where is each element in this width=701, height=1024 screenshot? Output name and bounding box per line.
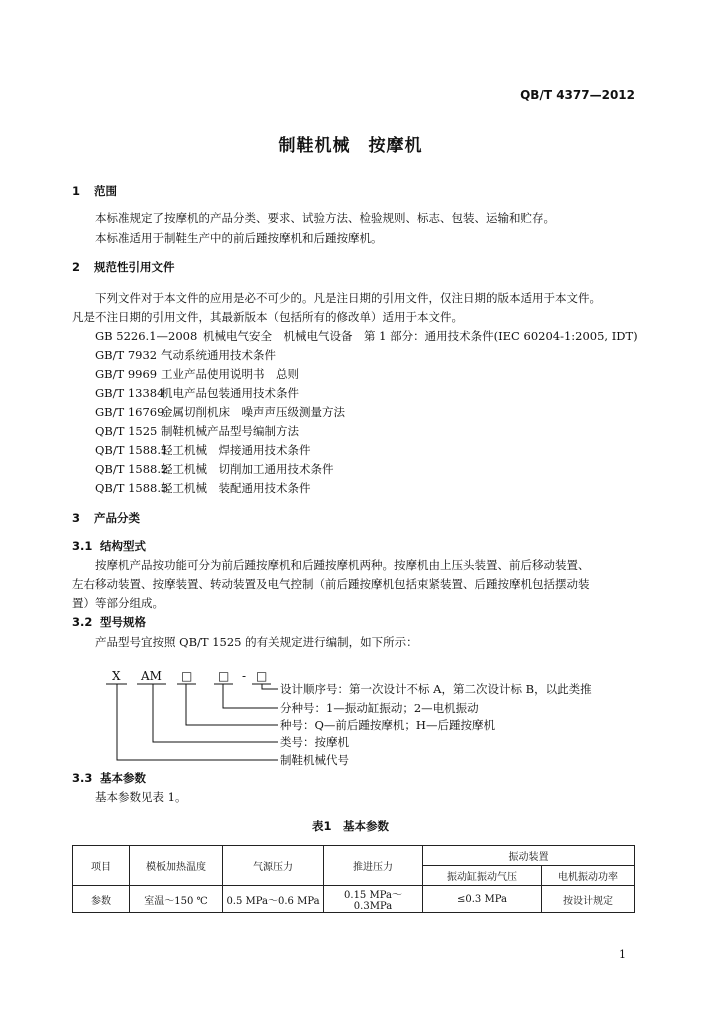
reference-title: 轻工机械 装配通用技术条件	[161, 481, 311, 495]
section-number: 2	[72, 260, 81, 274]
reference-title: 制鞋机械产品型号编制方法	[161, 424, 299, 438]
section-title: 范围	[94, 184, 117, 198]
paragraph: 基本参数见表 1。	[95, 790, 187, 804]
diagram-label-design-seq: 设计顺序号：第一次设计不标 A，第二次设计标 B，以此类推	[280, 682, 592, 696]
cell-temp: 室温～150 ℃	[130, 886, 223, 913]
section-number: 1	[72, 184, 81, 198]
paragraph: 按摩机产品按功能可分为前后踵按摩机和后踵按摩机两种。按摩机由上压头装置、前后移动装置、	[95, 558, 590, 572]
cell-push: 0.15 MPa～0.3MPa	[324, 886, 423, 913]
cell-item: 参数	[73, 886, 130, 913]
section-number: 3	[72, 511, 81, 525]
reference-code: GB 5226.1—2008	[95, 329, 198, 343]
reference-code: QB/T 1588.2	[95, 462, 169, 476]
header-temp: 模板加热温度	[130, 846, 223, 886]
section-3-heading	[72, 510, 140, 526]
reference-item	[95, 328, 638, 344]
reference-code: GB/T 16769	[95, 405, 165, 419]
reference-code: QB/T 1525	[95, 424, 158, 438]
reference-code: GB/T 13384	[95, 386, 165, 400]
page-title: 制鞋机械 按摩机	[278, 136, 423, 156]
reference-code: QB/T 1588.1	[95, 443, 169, 457]
paragraph: 产品型号宜按照 QB/T 1525 的有关规定进行编制，如下所示：	[95, 635, 418, 649]
diagram-dash: -	[242, 669, 247, 683]
reference-title: 工业产品使用说明书 总则	[161, 367, 299, 381]
paragraph: 本标准规定了按摩机的产品分类、要求、试验方法、检验规则、标志、包装、运输和贮存。	[95, 211, 555, 225]
header-push: 推进压力	[324, 846, 423, 886]
diagram-label-subtype: 分种号：1—振动缸振动；2—电机振动	[280, 701, 479, 715]
diagram-box-3: □	[256, 669, 268, 683]
subsection-number: 3.3	[72, 771, 93, 785]
header-item: 项目	[73, 846, 130, 886]
document-code: QB/T 4377—2012	[520, 88, 635, 102]
diagram-code-x: X	[112, 669, 121, 683]
paragraph: 置）等部分组成。	[72, 596, 164, 610]
paragraph: 左右移动装置、按摩装置、转动装置及电气控制（前后踵按摩机包括束紧装置、后踵按摩机包括摆动装	[72, 577, 590, 591]
diagram-label-type: 种号：Q—前后踵按摩机；H—后踵按摩机	[280, 718, 495, 732]
reference-item	[95, 404, 345, 420]
subsection-number: 3.1	[72, 539, 93, 553]
section-title: 产品分类	[94, 511, 140, 525]
reference-code: GB/T 7932	[95, 348, 158, 362]
reference-item	[95, 480, 311, 496]
paragraph: 下列文件对于本文件的应用是必不可少的。凡是注日期的引用文件，仅注日期的版本适用于本文件。	[95, 291, 601, 305]
subsection-3-3-heading	[72, 770, 146, 786]
reference-title: 金属切削机床 噪声声压级测量方法	[161, 405, 345, 419]
table-row	[73, 886, 635, 913]
diagram-box-2: □	[218, 669, 230, 683]
section-2-heading	[72, 259, 175, 275]
diagram-label-class: 类号：按摩机	[280, 735, 349, 749]
subsection-title: 基本参数	[100, 771, 146, 785]
reference-title: 轻工机械 焊接通用技术条件	[161, 443, 311, 457]
reference-title: 机电产品包装通用技术条件	[161, 386, 299, 400]
section-1-heading	[72, 183, 117, 199]
page-number: 1	[619, 948, 626, 961]
reference-item	[95, 461, 334, 477]
cell-vib2: 按设计规定	[542, 886, 635, 913]
header-vib2: 电机振动功率	[542, 866, 635, 886]
diagram-box-1: □	[181, 669, 193, 683]
subsection-title: 型号规格	[100, 615, 146, 629]
reference-code: QB/T 1588.3	[95, 481, 169, 495]
parameters-table	[72, 845, 635, 913]
subsection-number: 3.2	[72, 615, 93, 629]
reference-title: 轻工机械 切削加工通用技术条件	[161, 462, 334, 476]
reference-title: 气动系统通用技术条件	[161, 348, 276, 362]
subsection-3-1-heading	[72, 538, 146, 554]
section-title: 规范性引用文件	[94, 260, 175, 274]
reference-code: GB/T 9969	[95, 367, 158, 381]
reference-item	[95, 347, 276, 363]
cell-air: 0.5 MPa～0.6 MPa	[223, 886, 324, 913]
reference-item	[95, 366, 299, 382]
reference-item	[95, 442, 311, 458]
paragraph: 凡是不注日期的引用文件，其最新版本（包括所有的修改单）适用于本文件。	[72, 310, 463, 324]
subsection-title: 结构型式	[100, 539, 146, 553]
header-air: 气源压力	[223, 846, 324, 886]
reference-title: 机械电气安全 机械电气设备 第 1 部分：通用技术条件(IEC 60204-1:2005, IDT)	[203, 329, 638, 343]
subsection-3-2-heading	[72, 614, 146, 630]
table-header-row	[73, 846, 635, 866]
diagram-code-am: AM	[141, 669, 162, 683]
reference-item	[95, 385, 299, 401]
cell-vib1: ≤0.3 MPa	[423, 886, 542, 913]
header-vib: 振动装置	[423, 846, 635, 866]
table-title: 表1 基本参数	[311, 819, 389, 833]
diagram-label-machine-code: 制鞋机械代号	[280, 753, 349, 767]
header-vib1: 振动缸振动气压	[423, 866, 542, 886]
paragraph: 本标准适用于制鞋生产中的前后踵按摩机和后踵按摩机。	[95, 231, 383, 245]
reference-item	[95, 423, 299, 439]
